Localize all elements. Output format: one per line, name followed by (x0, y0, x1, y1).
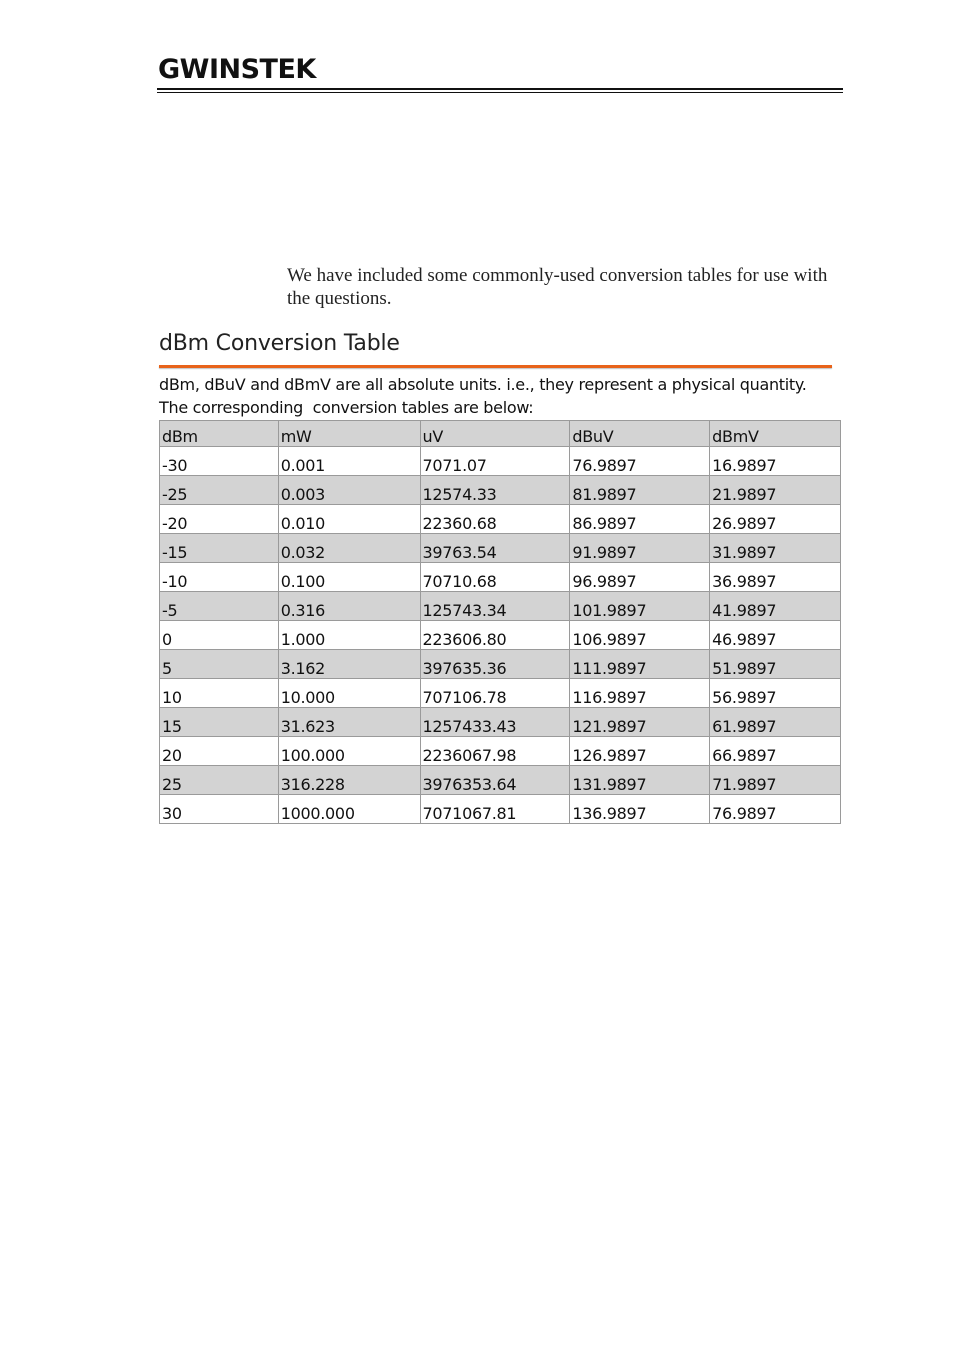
intro-paragraph: We have included some commonly-used conversion tables for use with the questions. (287, 265, 828, 309)
table-row (160, 592, 841, 621)
table-row (160, 534, 841, 563)
table-row (160, 447, 841, 476)
table-cell: 31.623 (278, 708, 420, 737)
table-cell: 707106.78 (420, 679, 570, 708)
table-cell: 2236067.98 (420, 737, 570, 766)
table-cell: 86.9897 (570, 505, 710, 534)
gwinstek-logo (158, 54, 320, 82)
logo-text: GWINSTEK (158, 54, 316, 82)
table-cell: 51.9897 (710, 650, 841, 679)
table-cell: 15 (160, 708, 279, 737)
header-uv: uV (420, 421, 570, 447)
table-cell: -30 (160, 447, 279, 476)
table-row (160, 650, 841, 679)
table-cell: 26.9897 (710, 505, 841, 534)
header-mw: mW (278, 421, 420, 447)
table-row (160, 476, 841, 505)
section-title: dBm Conversion Table (159, 331, 400, 356)
table-cell: 0.010 (278, 505, 420, 534)
table-cell: -25 (160, 476, 279, 505)
table-cell: 91.9897 (570, 534, 710, 563)
section-rule (159, 365, 832, 368)
table-row (160, 708, 841, 737)
table-cell: 1000.000 (278, 795, 420, 824)
table-row (160, 563, 841, 592)
description-line-2: The corresponding conversion tables are below: (159, 398, 534, 417)
table-cell: -10 (160, 563, 279, 592)
table-cell: 0.032 (278, 534, 420, 563)
table-cell: 0.316 (278, 592, 420, 621)
table-cell: 70710.68 (420, 563, 570, 592)
table-cell: 1257433.43 (420, 708, 570, 737)
table-cell: -20 (160, 505, 279, 534)
table-cell: 10 (160, 679, 279, 708)
table-cell: 66.9897 (710, 737, 841, 766)
table-cell: 22360.68 (420, 505, 570, 534)
table-cell: 106.9897 (570, 621, 710, 650)
table-cell: 16.9897 (710, 447, 841, 476)
table-cell: 41.9897 (710, 592, 841, 621)
table-row (160, 766, 841, 795)
table-cell: 0.100 (278, 563, 420, 592)
table-cell: 31.9897 (710, 534, 841, 563)
table-cell: 125743.34 (420, 592, 570, 621)
table-cell: 126.9897 (570, 737, 710, 766)
table-cell: 100.000 (278, 737, 420, 766)
table-cell: 12574.33 (420, 476, 570, 505)
table-cell: -15 (160, 534, 279, 563)
table-cell: 30 (160, 795, 279, 824)
table-cell: 1.000 (278, 621, 420, 650)
table-cell: 25 (160, 766, 279, 795)
table-cell: 21.9897 (710, 476, 841, 505)
table-cell: 56.9897 (710, 679, 841, 708)
table-cell: 7071.07 (420, 447, 570, 476)
table-cell: -5 (160, 592, 279, 621)
header-dbmv: dBmV (710, 421, 841, 447)
dbm-conversion-table (159, 420, 841, 824)
header-dbuv: dBuV (570, 421, 710, 447)
table-cell: 397635.36 (420, 650, 570, 679)
table-cell: 0.003 (278, 476, 420, 505)
table-row (160, 621, 841, 650)
table-cell: 121.9897 (570, 708, 710, 737)
table-cell: 0 (160, 621, 279, 650)
table-cell: 96.9897 (570, 563, 710, 592)
table-cell: 136.9897 (570, 795, 710, 824)
table-cell: 101.9897 (570, 592, 710, 621)
table-header-row (160, 421, 841, 447)
table-cell: 71.9897 (710, 766, 841, 795)
description-line-1: dBm, dBuV and dBmV are all absolute units. i.e., they represent a physical quantity. (159, 375, 807, 394)
table-cell: 46.9897 (710, 621, 841, 650)
table-cell: 61.9897 (710, 708, 841, 737)
table-cell: 5 (160, 650, 279, 679)
table-cell: 131.9897 (570, 766, 710, 795)
table-row (160, 737, 841, 766)
table-cell: 111.9897 (570, 650, 710, 679)
table-cell: 81.9897 (570, 476, 710, 505)
table-cell: 36.9897 (710, 563, 841, 592)
table-cell: 0.001 (278, 447, 420, 476)
table-cell: 7071067.81 (420, 795, 570, 824)
table-cell: 116.9897 (570, 679, 710, 708)
table-cell: 76.9897 (570, 447, 710, 476)
header-rule (157, 88, 843, 93)
table-cell: 223606.80 (420, 621, 570, 650)
table-cell: 3976353.64 (420, 766, 570, 795)
table-cell: 76.9897 (710, 795, 841, 824)
table-row (160, 679, 841, 708)
table-cell: 10.000 (278, 679, 420, 708)
table-cell: 39763.54 (420, 534, 570, 563)
table-cell: 3.162 (278, 650, 420, 679)
table-row (160, 505, 841, 534)
table-row (160, 795, 841, 824)
header-dbm: dBm (160, 421, 279, 447)
table-cell: 20 (160, 737, 279, 766)
table-cell: 316.228 (278, 766, 420, 795)
section-description (159, 373, 849, 419)
